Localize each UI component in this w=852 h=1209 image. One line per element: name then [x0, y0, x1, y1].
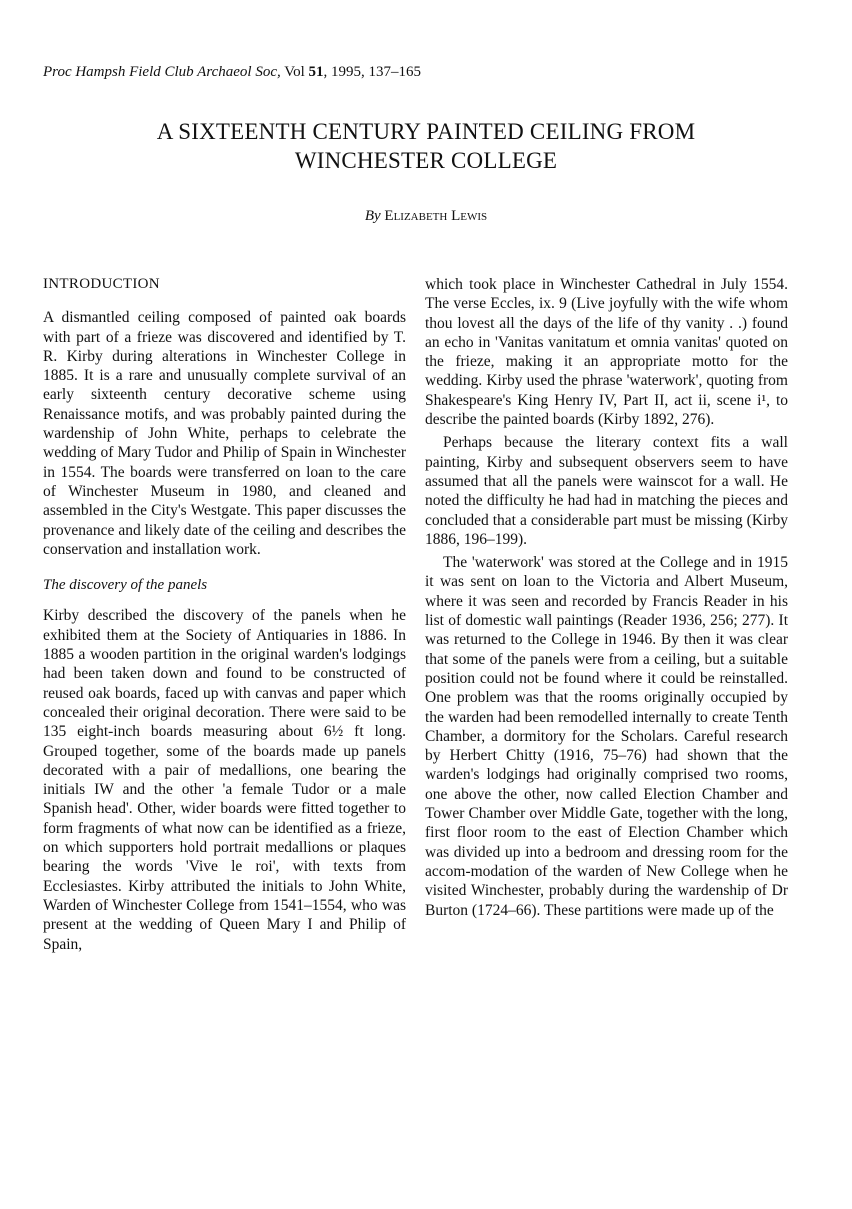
introduction-paragraph: A dismantled ceiling composed of painted oak boards with part of a frieze was discovered and identified by T. R. Kirby during alterations in Winchester College in 1885. It is a rare and unusually complete survival of an early sixteenth century decorative scheme using Renaissance motifs, and was probably painted during the wardenship of John White, perhaps to celebrate the wedding of Mary Tudor and Philip of Spain in Winchester in 1554. The boards were transferred on loan to the care of Winchester Museum in 1980, and cleaned and assembled in the City's Westgate. This paper discusses the provenance and likely date of the ceiling and describes the conservation and installation work.	[43, 309, 406, 558]
journal-name: Proc Hampsh Field Club Archaeol Soc,	[43, 64, 281, 80]
left-column	[43, 275, 406, 954]
journal-citation	[43, 64, 421, 81]
discovery-heading: The discovery of the panels	[43, 577, 208, 594]
volume-label: Vol	[280, 64, 309, 80]
year-and-pages: , 1995, 137–165	[323, 64, 422, 80]
title-line-2: WINCHESTER COLLEGE	[294, 148, 558, 173]
byline-by: By	[364, 208, 381, 224]
author-name: Elizabeth Lewis	[384, 208, 488, 224]
volume-number: 51	[308, 64, 324, 80]
body-paragraph: The 'waterwork' was stored at the College and in 1915 it was sent on loan to the Victoria and Albert Museum, where it was seen and recorded by Francis Reader in his list of domestic wall paintings (Reader 1936, 256; 277). It was returned to the College in 1946. By then it was clear that some of the panels were from a ceiling, but a suitable position could not be found where it could be reinstalled. One problem was that the rooms originally occupied by the warden had been remodelled internally to create Tenth Chamber, a dormitory for the Scholars. Careful research by Herbert Chitty (1916, 75–76) had shown that the warden's lodgings had originally comprised two rooms, one above the other, now called Election Chamber and Tower Chamber over Middle Gate, together with the long, first floor room to the east of Election Chamber which was divided up into a bedroom and dressing room for the accom-modation of the warden of New College when he visited Winchester, probably during the wardenship of Dr Burton (1724–66). These partitions were made up of the	[425, 554, 788, 919]
right-column	[425, 275, 788, 920]
discovery-paragraph: Kirby described the discovery of the panels when he exhibited them at the Society of Antiquaries in 1886. In 1885 a wooden partition in the original warden's lodgings had been taken down and found to be constructed of reused oak boards, faced up with canvas and paper which concealed their original decoration. There were said to be 135 eight-inch boards measuring about 6½ ft long. Grouped together, some of the boards made up panels decorated with a pair of medallions, one bearing the initials IW and the other 'a female Tudor or a male Spanish head'. Other, wider boards were fitted together to form fragments of what now can be identified as a frieze, on which supporters hold portrait medallions or plaques bearing the words 'Vive le roi', with texts from Ecclesiastes. Kirby attributed the initials to John White, Warden of Winchester College from 1541–1554, who was present at the wedding of Queen Mary I and Philip of Spain,	[43, 607, 406, 953]
byline	[0, 208, 852, 225]
body-paragraph: which took place in Winchester Cathedral in July 1554. The verse Eccles, ix. 9 (Live joyfully with the wife whom thou lovest all the days of the life of thy vanity . .) found an echo in 'Vanitas vanitatum et omnia vanitas' quoted on the frieze, making it an appropriate motto for the wedding. Kirby used the phrase 'waterwork', quoting from Shakespeare's King Henry IV, Part II, act ii, scene i¹, to describe the painted boards (Kirby 1892, 276).	[425, 276, 788, 429]
article-title	[60, 117, 792, 175]
body-paragraph: Perhaps because the literary context fits a wall painting, Kirby and subsequent observers seem to have assumed that all the panels were wainscot for a wall. He noted the difficulty he had had in matching the pieces and concluded that a considerable part must be missing (Kirby 1886, 196–199).	[425, 434, 788, 548]
introduction-heading: INTRODUCTION	[43, 276, 160, 292]
title-line-1: A SIXTEENTH CENTURY PAINTED CEILING FROM	[156, 119, 696, 144]
